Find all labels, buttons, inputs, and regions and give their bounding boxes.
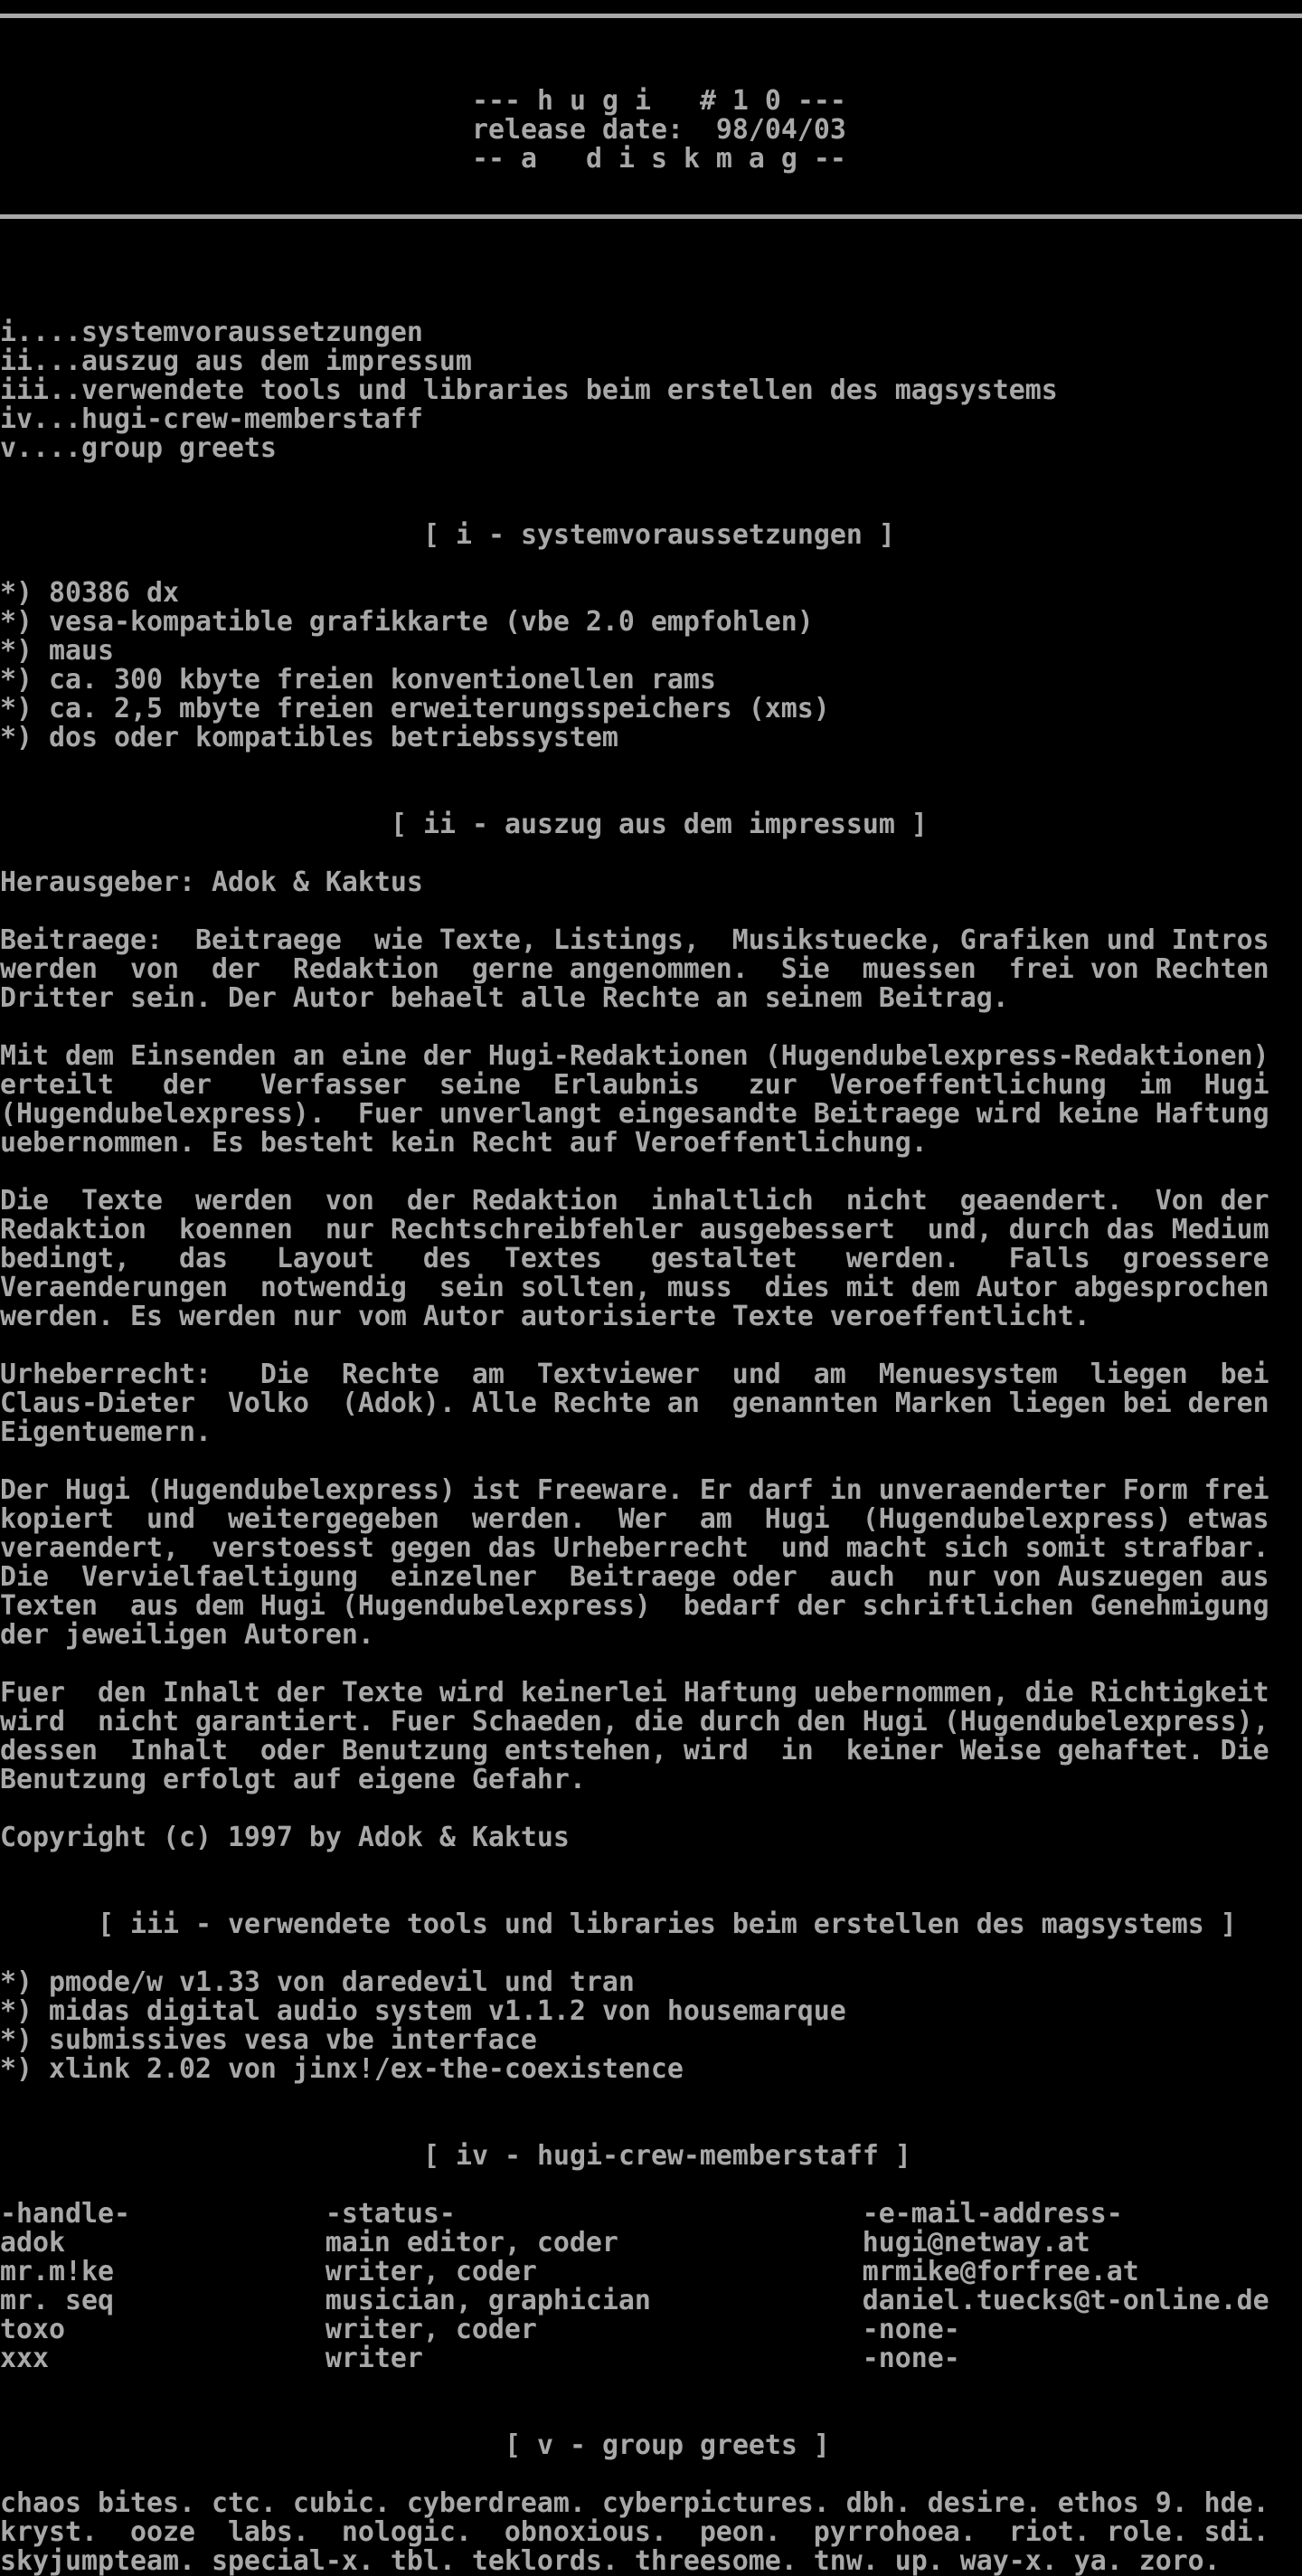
paragraph-line: dessen Inhalt oder Benutzung entstehen, wird in keiner Weise gehaftet. Die bbox=[0, 1735, 1269, 1766]
tool-item: *) midas digital audio system v1.1.2 von housemarque bbox=[0, 1995, 846, 2027]
crew-table-row: adok main editor, coder hugi@netway.at bbox=[0, 2227, 1090, 2259]
paragraph-line: Benutzung erfolgt auf eigene Gefahr. bbox=[0, 1764, 586, 1795]
paragraph-line: Beitraege: Beitraege wie Texte, Listings, Musikstuecke, Grafiken und Intros bbox=[0, 924, 1269, 956]
copyright-line: Copyright (c) 1997 by Adok & Kaktus bbox=[0, 1822, 570, 1853]
crew-table-row: toxo writer, coder -none- bbox=[0, 2314, 960, 2345]
paragraph-line: Urheberrecht: Die Rechte am Textviewer und am Menuesystem liegen bei bbox=[0, 1359, 1269, 1390]
paragraph-line: Claus-Dieter Volko (Adok). Alle Rechte an genannten Marken liegen bei deren bbox=[0, 1387, 1269, 1419]
crew-table-row: mr. seq musician, graphician daniel.tuecks@t-online.de bbox=[0, 2285, 1269, 2316]
paragraph-line: Der Hugi (Hugendubelexpress) ist Freeware. Er darf in unveraenderter Form frei bbox=[0, 1474, 1269, 1506]
paragraph-line: der jeweiligen Autoren. bbox=[0, 1619, 374, 1651]
tool-item: *) xlink 2.02 von jinx!/ex-the-coexistence bbox=[0, 2053, 684, 2085]
paragraph-line: erteilt der Verfasser seine Erlaubnis zur Veroeffentlichung im Hugi bbox=[0, 1069, 1269, 1101]
top-rule bbox=[0, 14, 1302, 18]
paragraph-line: wird nicht garantiert. Fuer Schaeden, die durch den Hugi (Hugendubelexpress), bbox=[0, 1706, 1269, 1738]
paragraph-line: werden. Es werden nur vom Autor autorisierte Texte veroeffentlicht. bbox=[0, 1301, 1090, 1332]
greets-line: chaos bites. ctc. cubic. cyberdream. cyberpictures. dbh. desire. ethos 9. hde. bbox=[0, 2487, 1269, 2519]
publisher-line: Herausgeber: Adok & Kaktus bbox=[0, 867, 423, 898]
masthead-title: --- h u g i # 1 0 --- bbox=[472, 85, 846, 117]
section-heading-i: [ i - systemvoraussetzungen ] bbox=[423, 519, 895, 551]
requirement-item: *) 80386 dx bbox=[0, 577, 179, 609]
paragraph-line: (Hugendubelexpress). Fuer unverlangt eingesandte Beitraege wird keine Haftung bbox=[0, 1098, 1269, 1130]
paragraph-line: werden von der Redaktion gerne angenommen. Sie muessen frei von Rechten bbox=[0, 953, 1269, 985]
paragraph-line: bedingt, das Layout des Textes gestaltet werden. Falls groessere bbox=[0, 1243, 1269, 1274]
section-heading-iv: [ iv - hugi-crew-memberstaff ] bbox=[423, 2140, 911, 2172]
section-heading-v: [ v - group greets ] bbox=[505, 2429, 830, 2461]
paragraph-line: Dritter sein. Der Autor behaelt alle Rechte an seinem Beitrag. bbox=[0, 982, 1009, 1014]
crew-table-header: -handle- -status- -e-mail-address- bbox=[0, 2198, 1123, 2230]
toc-item-iv: iv...hugi-crew-memberstaff bbox=[0, 403, 423, 435]
crew-table-row: xxx writer -none- bbox=[0, 2343, 960, 2374]
requirement-item: *) maus bbox=[0, 635, 114, 667]
paragraph-line: veraendert, verstoesst gegen das Urheberrecht und macht sich somit strafbar. bbox=[0, 1532, 1269, 1564]
paragraph-line: Die Texte werden von der Redaktion inhaltlich nicht geaendert. Von der bbox=[0, 1185, 1269, 1217]
paragraph-line: Mit dem Einsenden an eine der Hugi-Redaktionen (Hugendubelexpress-Redaktionen) bbox=[0, 1040, 1269, 1072]
requirement-item: *) ca. 2,5 mbyte freien erweiterungsspeichers (xms) bbox=[0, 693, 830, 724]
paragraph-line: Eigentuemern. bbox=[0, 1416, 212, 1448]
paragraph-line: uebernommen. Es besteht kein Recht auf Veroeffentlichung. bbox=[0, 1127, 928, 1159]
tool-item: *) pmode/w v1.33 von daredevil und tran bbox=[0, 1966, 635, 1998]
paragraph-line: Redaktion koennen nur Rechtschreibfehler ausgebessert und, durch das Medium bbox=[0, 1214, 1269, 1245]
paragraph-line: Fuer den Inhalt der Texte wird keinerlei Haftung uebernommen, die Richtigkeit bbox=[0, 1677, 1269, 1709]
greets-line: skyjumpteam. special-x. tbl. teklords. threesome. tnw. up. way-x. ya. zoro. bbox=[0, 2545, 1221, 2576]
toc-item-ii: ii...auszug aus dem impressum bbox=[0, 346, 472, 377]
requirement-item: *) dos oder kompatibles betriebssystem bbox=[0, 722, 618, 753]
requirement-item: *) vesa-kompatible grafikkarte (vbe 2.0 empfohlen) bbox=[0, 606, 814, 638]
paragraph-line: Die Vervielfaeltigung einzelner Beitraege oder auch nur von Auszuegen aus bbox=[0, 1561, 1269, 1593]
toc-item-iii: iii..verwendete tools und libraries beim erstellen des magsystems bbox=[0, 374, 1058, 406]
masthead-rule bbox=[0, 214, 1302, 219]
masthead-subtitle: -- a d i s k m a g -- bbox=[472, 143, 846, 175]
toc-item-i: i....systemvoraussetzungen bbox=[0, 317, 423, 348]
greets-line: kryst. ooze labs. nologic. obnoxious. peon. pyrrohoea. riot. role. sdi. bbox=[0, 2516, 1269, 2548]
paragraph-line: kopiert und weitergegeben werden. Wer am Hugi (Hugendubelexpress) etwas bbox=[0, 1503, 1269, 1535]
toc-item-v: v....group greets bbox=[0, 432, 277, 464]
section-heading-iii: [ iii - verwendete tools und libraries beim erstellen des magsystems ] bbox=[98, 1908, 1237, 1940]
masthead-release-date: release date: 98/04/03 bbox=[472, 114, 846, 146]
paragraph-line: Texten aus dem Hugi (Hugendubelexpress) bedarf der schriftlichen Genehmigung bbox=[0, 1590, 1269, 1622]
crew-table-row: mr.m!ke writer, coder mrmike@forfree.at bbox=[0, 2256, 1139, 2287]
paragraph-line: Veraenderungen notwendig sein sollten, muss dies mit dem Autor abgesprochen bbox=[0, 1272, 1269, 1303]
section-heading-ii: [ ii - auszug aus dem impressum ] bbox=[391, 809, 928, 840]
requirement-item: *) ca. 300 kbyte freien konventionellen rams bbox=[0, 664, 716, 696]
tool-item: *) submissives vesa vbe interface bbox=[0, 2024, 537, 2056]
